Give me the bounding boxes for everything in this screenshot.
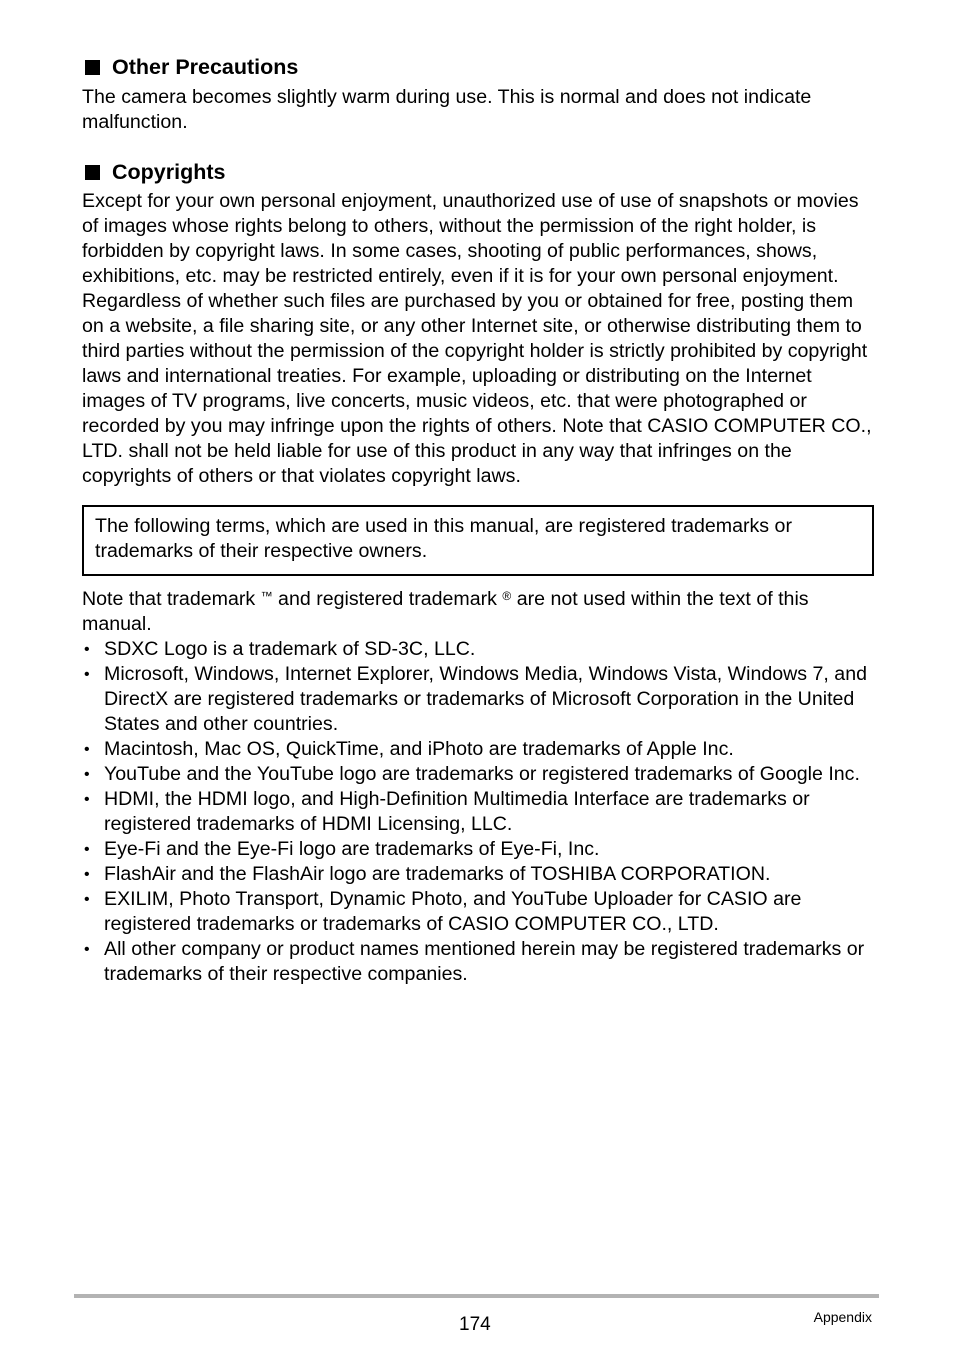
- paragraph: Except for your own personal enjoyment, unauthorized use of use of snapshots or movies of images whose rights belong to others, without the permission of the right holder, is forbidden by copyright laws. In some cases, shooting of public performances, shows, exhibitions, etc. may be restricted entirely, even if it is for your own personal enjoyment. Regardless of whether such files are purchased by you or obtained for free, posting them on a website, a file sharing site, or any other Internet site, or otherwise distributing them to third parties without the permission of the copyright holder is strictly prohibited by copyright laws and international treaties. For example, uploading or distributing on the Internet images of TV programs, live concerts, music videos, etc. that were photographed or recorded by you may infringe upon the rights of others. Note that CASIO COMPUTER CO., LTD. shall not be held liable for use of this product in any way that infringes on the copyrights of others or that violates copyright laws.: [82, 190, 872, 487]
- bullet-icon: •: [84, 766, 90, 783]
- trademark-notice-box: [82, 505, 874, 576]
- bullet-icon: •: [84, 666, 90, 683]
- list-item-text: FlashAir and the FlashAir logo are trademarks of TOSHIBA CORPORATION.: [104, 863, 771, 885]
- list-item: [82, 937, 874, 987]
- footer-section-label: Appendix: [813, 1309, 872, 1325]
- bullet-icon: •: [84, 841, 90, 858]
- bullet-icon: •: [84, 866, 90, 883]
- list-item-text: EXILIM, Photo Transport, Dynamic Photo, and YouTube Uploader for CASIO are registered trademarks or trademarks of CASIO COMPUTER CO., LTD.: [104, 888, 802, 935]
- bullet-icon: •: [84, 891, 90, 908]
- trademark-symbol: ™: [260, 589, 273, 603]
- bullet-icon: •: [84, 741, 90, 758]
- paragraph: The camera becomes slightly warm during use. This is normal and does not indicate malfunction.: [82, 86, 812, 133]
- black-square-icon: [85, 165, 100, 180]
- bullet-icon: •: [84, 791, 90, 808]
- list-item: [82, 862, 874, 887]
- section-copyrights: [82, 158, 874, 489]
- list-item-text: YouTube and the YouTube logo are trademarks or registered trademarks of Google Inc.: [104, 763, 860, 785]
- list-item: [82, 637, 874, 662]
- list-item-text: Eye-Fi and the Eye-Fi logo are trademarks of Eye-Fi, Inc.: [104, 838, 600, 860]
- note-text: are not used within the text of this manual.: [82, 588, 809, 635]
- bullet-icon: •: [84, 641, 90, 658]
- list-item: [82, 787, 874, 837]
- list-item: [82, 887, 874, 937]
- list-item-text: All other company or product names mentioned herein may be registered trademarks or trademarks of their respective companies.: [104, 938, 865, 985]
- list-item-text: HDMI, the HDMI logo, and High-Definition Multimedia Interface are trademarks or registered trademarks of HDMI Licensing, LLC.: [104, 788, 810, 835]
- trademark-note: [82, 584, 874, 637]
- note-text: and registered trademark: [272, 588, 503, 610]
- notice-text: The following terms, which are used in this manual, are registered trademarks or trademarks of their respective owners.: [95, 515, 792, 562]
- section-heading: [82, 53, 874, 81]
- footer-divider: [74, 1294, 879, 1298]
- section-other-precautions: [82, 53, 874, 135]
- page-number: 174: [459, 1314, 491, 1335]
- bullet-icon: •: [84, 941, 90, 958]
- section-heading: [82, 158, 874, 186]
- list-item-text: Macintosh, Mac OS, QuickTime, and iPhoto are trademarks of Apple Inc.: [104, 738, 734, 760]
- list-item: [82, 762, 874, 787]
- black-square-icon: [85, 60, 100, 75]
- trademark-list: [82, 637, 874, 987]
- list-item: [82, 662, 874, 737]
- list-item-text: Microsoft, Windows, Internet Explorer, Windows Media, Windows Vista, Windows 7, and DirectX are registered trademarks or trademarks of Microsoft Corporation in the United States and other countries.: [104, 663, 867, 735]
- heading-text: Other Precautions: [112, 55, 299, 79]
- list-item-text: SDXC Logo is a trademark of SD-3C, LLC.: [104, 638, 476, 660]
- list-item: [82, 737, 874, 762]
- list-item: [82, 837, 874, 862]
- note-text: Note that trademark: [82, 588, 261, 610]
- heading-text: Copyrights: [112, 160, 226, 184]
- registered-symbol: ®: [502, 589, 512, 603]
- page-content: [82, 53, 874, 987]
